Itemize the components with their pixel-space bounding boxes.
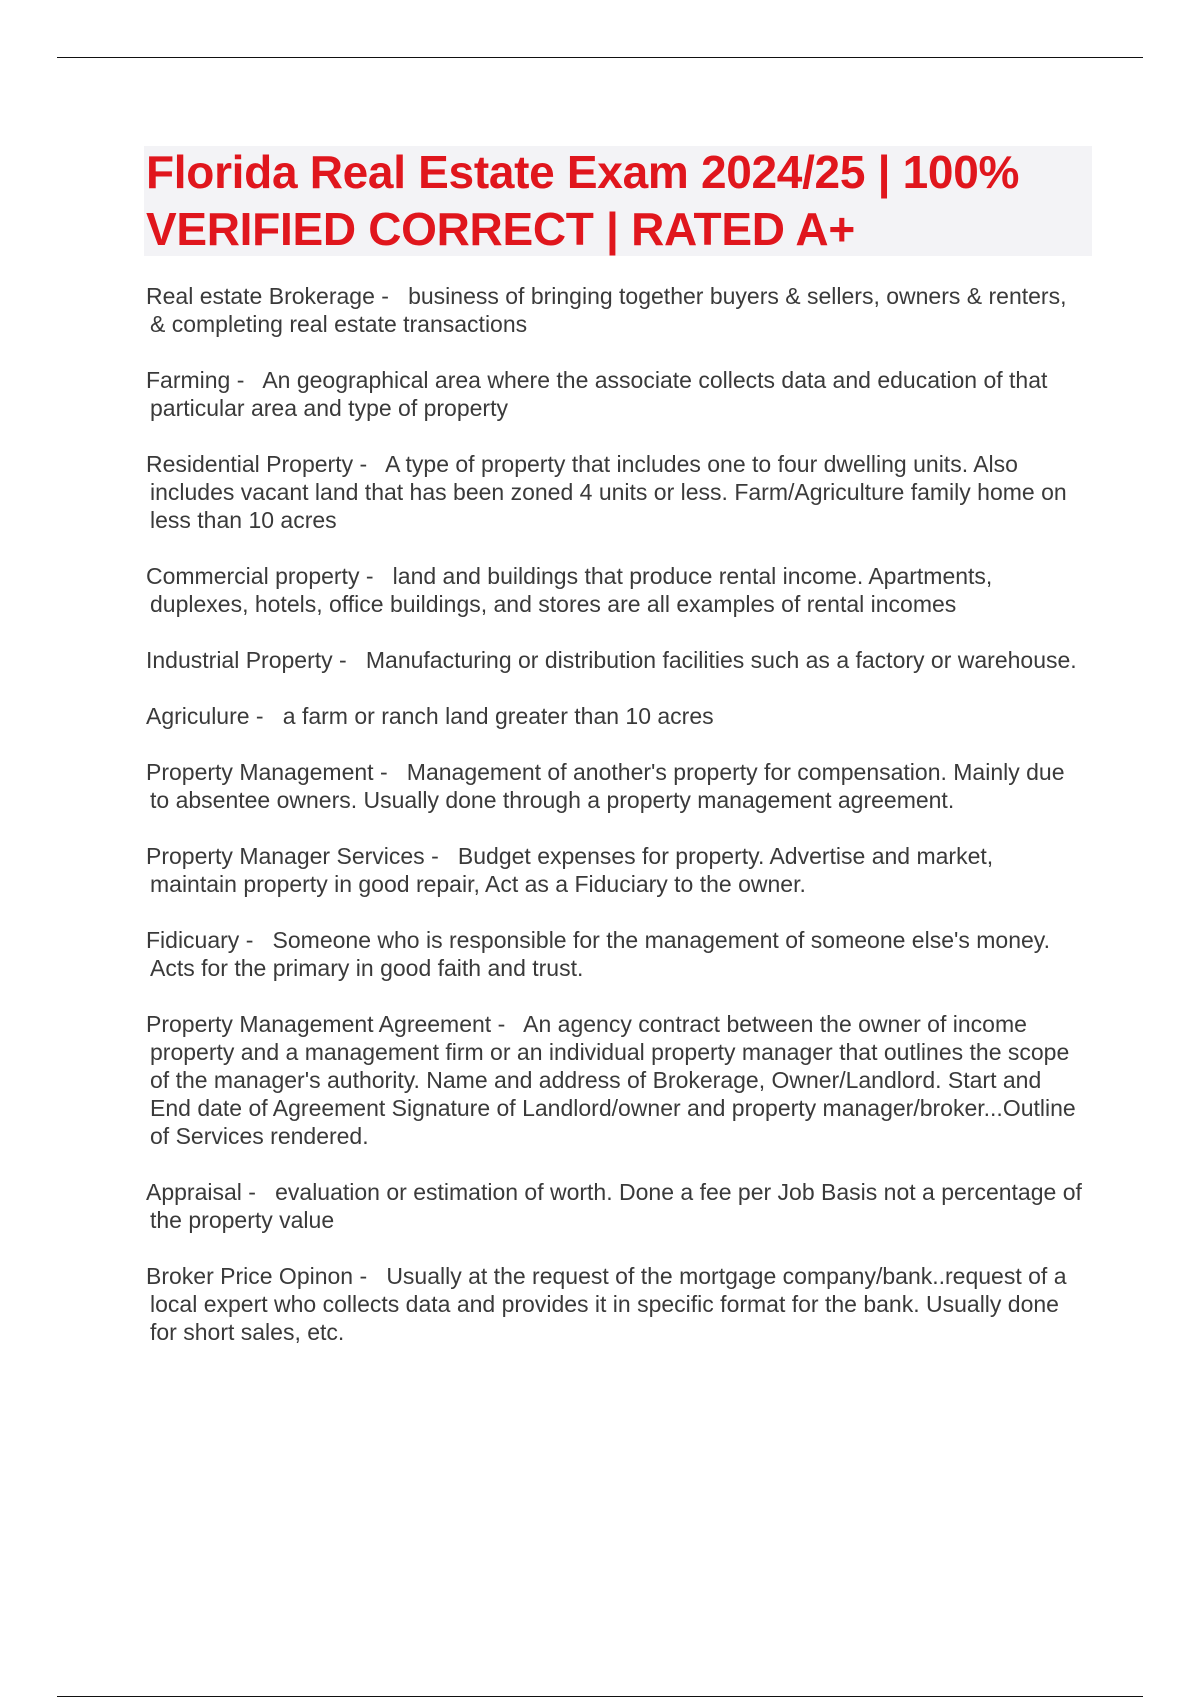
definition-entry — [146, 1010, 1086, 1150]
definition-entry — [146, 282, 1086, 338]
entry-term: Real estate Brokerage - — [146, 283, 389, 309]
entry-term: Property Management - — [146, 759, 388, 785]
entry-definition: Budget expenses for property. Advertise and market, maintain property in good repair, Act as a Fiduciary to the owner. — [150, 843, 994, 897]
entry-term: Agriculure - — [146, 703, 264, 729]
entry-definition: evaluation or estimation of worth. Done a fee per Job Basis not a percentage of the property value — [150, 1179, 1082, 1233]
entry-definition: Someone who is responsible for the management of someone else's money. Acts for the primary in good faith and trust. — [150, 927, 1050, 981]
top-rule — [57, 57, 1143, 58]
entry-term: Farming - — [146, 367, 245, 393]
bottom-rule — [57, 1696, 1143, 1697]
entry-term: Residential Property - — [146, 451, 368, 477]
definition-list — [146, 282, 1086, 1374]
entry-term: Broker Price Opinon - — [146, 1263, 368, 1289]
entry-definition: Manufacturing or distribution facilities such as a factory or warehouse. — [365, 647, 1077, 673]
entry-term: Property Manager Services - — [146, 843, 439, 869]
definition-entry — [146, 450, 1086, 534]
entry-definition: An agency contract between the owner of income property and a management firm or an individual property manager that outlines the scope of the manager's authority. Name and address of Brokerage, Owner/Landlord. Start and End date of Agreement Signature of Landlord/owner and property manager/broker...Outline of Services rendered. — [150, 1011, 1076, 1149]
entry-term: Industrial Property - — [146, 647, 347, 673]
definition-entry — [146, 562, 1086, 618]
entry-term: Fidicuary - — [146, 927, 254, 953]
entry-term: Commercial property - — [146, 563, 374, 589]
definition-entry — [146, 926, 1086, 982]
definition-entry — [146, 758, 1086, 814]
definition-entry — [146, 1178, 1086, 1234]
entry-definition: Usually at the request of the mortgage company/bank..request of a local expert who collects data and provides it in specific format for the bank. Usually done for short sales, etc. — [150, 1263, 1067, 1345]
entry-definition: An geographical area where the associate collects data and education of that particular area and type of property — [150, 367, 1048, 421]
definition-entry — [146, 702, 1086, 730]
entry-definition: Management of another's property for compensation. Mainly due to absentee owners. Usually done through a property management agreement. — [150, 759, 1065, 813]
entry-definition: business of bringing together buyers & sellers, owners & renters, & completing real estate transactions — [150, 283, 1067, 337]
document-title: Florida Real Estate Exam 2024/25 | 100% VERIFIED CORRECT | RATED A+ — [146, 146, 1020, 255]
entry-definition: a farm or ranch land greater than 10 acres — [282, 703, 714, 729]
entry-term: Appraisal - — [146, 1179, 256, 1205]
entry-definition: A type of property that includes one to four dwelling units. Also includes vacant land that has been zoned 4 units or less. Farm/Agriculture family home on less than 10 acres — [150, 451, 1067, 533]
definition-entry — [146, 1262, 1086, 1346]
definition-entry — [146, 842, 1086, 898]
entry-definition: land and buildings that produce rental income. Apartments, duplexes, hotels, office buildings, and stores are all examples of rental incomes — [150, 563, 993, 617]
entry-term: Property Management Agreement - — [146, 1011, 506, 1037]
definition-entry — [146, 366, 1086, 422]
definition-entry — [146, 646, 1086, 674]
